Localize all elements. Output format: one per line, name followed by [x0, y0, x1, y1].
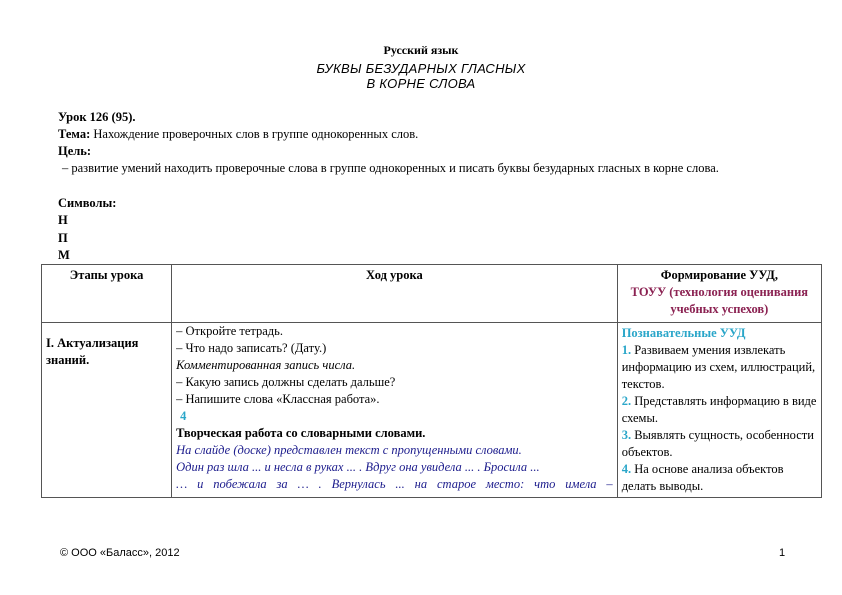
lesson-table [41, 264, 822, 498]
uud-item: 1. Развиваем умения извлекать информацию из схем, иллюстраций, текстов. [621, 343, 816, 391]
subject-heading: Русский язык [383, 43, 459, 57]
title-line-1: БУКВЫ БЕЗУДАРНЫХ ГЛАСНЫХ [316, 61, 526, 76]
table-header-row [42, 265, 822, 323]
line-classwork: – Напишите слова «Классная работа». [176, 392, 380, 406]
goal-text: – развитие умений находить проверочные слова в группе однокоренных и писать буквы безударных гласных в корне слова. [62, 161, 719, 175]
line-creative-work: Творческая работа со словарными словами. [176, 426, 426, 440]
progress-cell [172, 323, 618, 498]
topic-text: Нахождение проверочных слов в группе однокоренных слов. [93, 127, 419, 141]
uud-item: 2. Представлять информацию в виде схемы. [621, 394, 817, 425]
uud-item: 4. На основе анализа объектов делать выводы. [621, 462, 784, 493]
header-stages: Этапы урока [42, 265, 172, 323]
goal-label: Цель: [58, 144, 92, 158]
uud-heading: Познавательные УУД [621, 326, 746, 340]
line-open-notebook: – Откройте тетрадь. [176, 324, 283, 338]
header-uud [617, 265, 821, 323]
page-number: 1 [779, 547, 786, 559]
title-line-2: В КОРНЕ СЛОВА [366, 76, 476, 91]
line-write-date: – Что надо записать? (Дату.) [176, 341, 327, 355]
lesson-title [0, 61, 842, 91]
copyright-footer: © ООО «Баласс», 2012 [60, 547, 180, 559]
header-toyu: ТОУУ (технология оценивания учебных успехов) [630, 285, 809, 316]
table-row [42, 323, 822, 498]
line-text-1: Один раз шла ... и несла в руках ... . Вдруг она увидела ... . Бросила ... [176, 460, 540, 474]
lesson-number: Урок 126 (95). [58, 110, 136, 124]
header-uud-title: Формирование УУД, [660, 268, 778, 282]
stage-cell: I. Актуализация знаний. [42, 323, 172, 498]
symbol-n: Н [58, 213, 68, 227]
line-text-2: … и побежала за … . Вернулась ... на старое место: что имела – [176, 477, 613, 491]
topic-label: Тема: [58, 127, 91, 141]
uud-cell [617, 323, 821, 498]
line-next-entry: – Какую запись должны сделать дальше? [176, 375, 396, 389]
symbol-m: М [58, 248, 70, 262]
symbols-label: Символы: [58, 196, 117, 210]
symbol-p: П [58, 231, 68, 245]
uud-item: 3. Выявлять сущность, особенности объектов. [621, 428, 814, 459]
line-commented-date: Комментированная запись числа. [176, 358, 356, 372]
line-slide-text: На слайде (доске) представлен текст с пропущенными словами. [176, 443, 522, 457]
line-marker-4: 4 [180, 409, 187, 423]
topic-line [58, 126, 786, 144]
header-progress: Ход урока [172, 265, 618, 323]
